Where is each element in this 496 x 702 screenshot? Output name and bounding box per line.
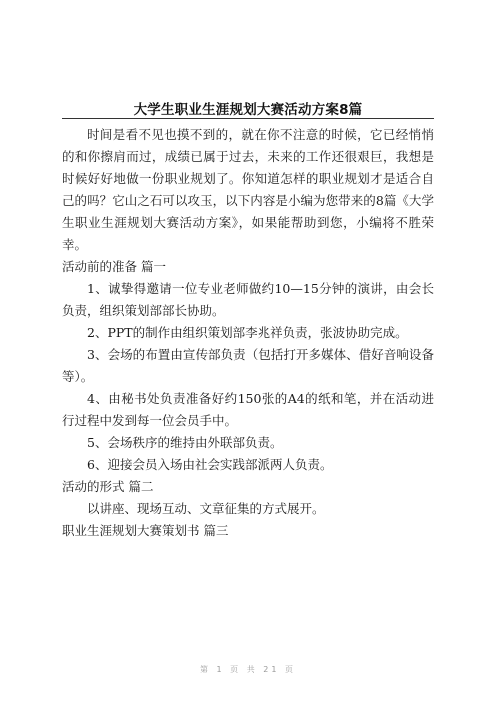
list-item: 4、由秘书处负责准备好约150张的A4的纸和笔，并在活动进行过程中发到每一位会员手中。 [62, 391, 434, 428]
section-heading-2: 活动的形式 篇二 [62, 479, 154, 494]
document-title: 大学生职业生涯规划大赛活动方案8篇 [133, 102, 363, 118]
section-paragraph: 以讲座、现场互动、文章征集的方式展开。 [87, 501, 325, 516]
list-item: 1、诚挚得邀请一位专业老师做约10—15分钟的演讲，由会长负责，组织策划部部长协助。 [62, 281, 434, 318]
title-divider [62, 118, 434, 119]
intro-paragraph: 时间是看不见也摸不到的，就在你不注意的时候，它已经悄悄的和你擦肩而过，成绩已属于过去，未来的工作还很艰巨，我想是时候好好地做一份职业规划了。你知道怎样的职业规划才是适合自己的吗？它山之石可以攻玉，以下内容是小编为您带来的8篇《大学生职业生涯规划大赛活动方案》，如果能帮助到您，小编将不胜荣幸。 [62, 127, 434, 252]
list-item: 2、PPT的制作由组织策划部李兆祥负责，张波协助完成。 [87, 325, 408, 340]
section-heading-1: 活动前的准备 篇一 [62, 259, 166, 274]
page-footer: 第 1 页 共 21 页 [200, 665, 296, 674]
list-item: 6、迎接会员入场由社会实践部派两人负责。 [87, 457, 333, 472]
document-body [62, 124, 434, 542]
section-heading-3: 职业生涯规划大赛策划书 篇三 [62, 523, 229, 538]
list-item: 5、会场秩序的维持由外联部负责。 [87, 435, 283, 450]
list-item: 3、会场的布置由宣传部负责（包括打开多媒体、借好音响设备等）。 [62, 347, 434, 384]
